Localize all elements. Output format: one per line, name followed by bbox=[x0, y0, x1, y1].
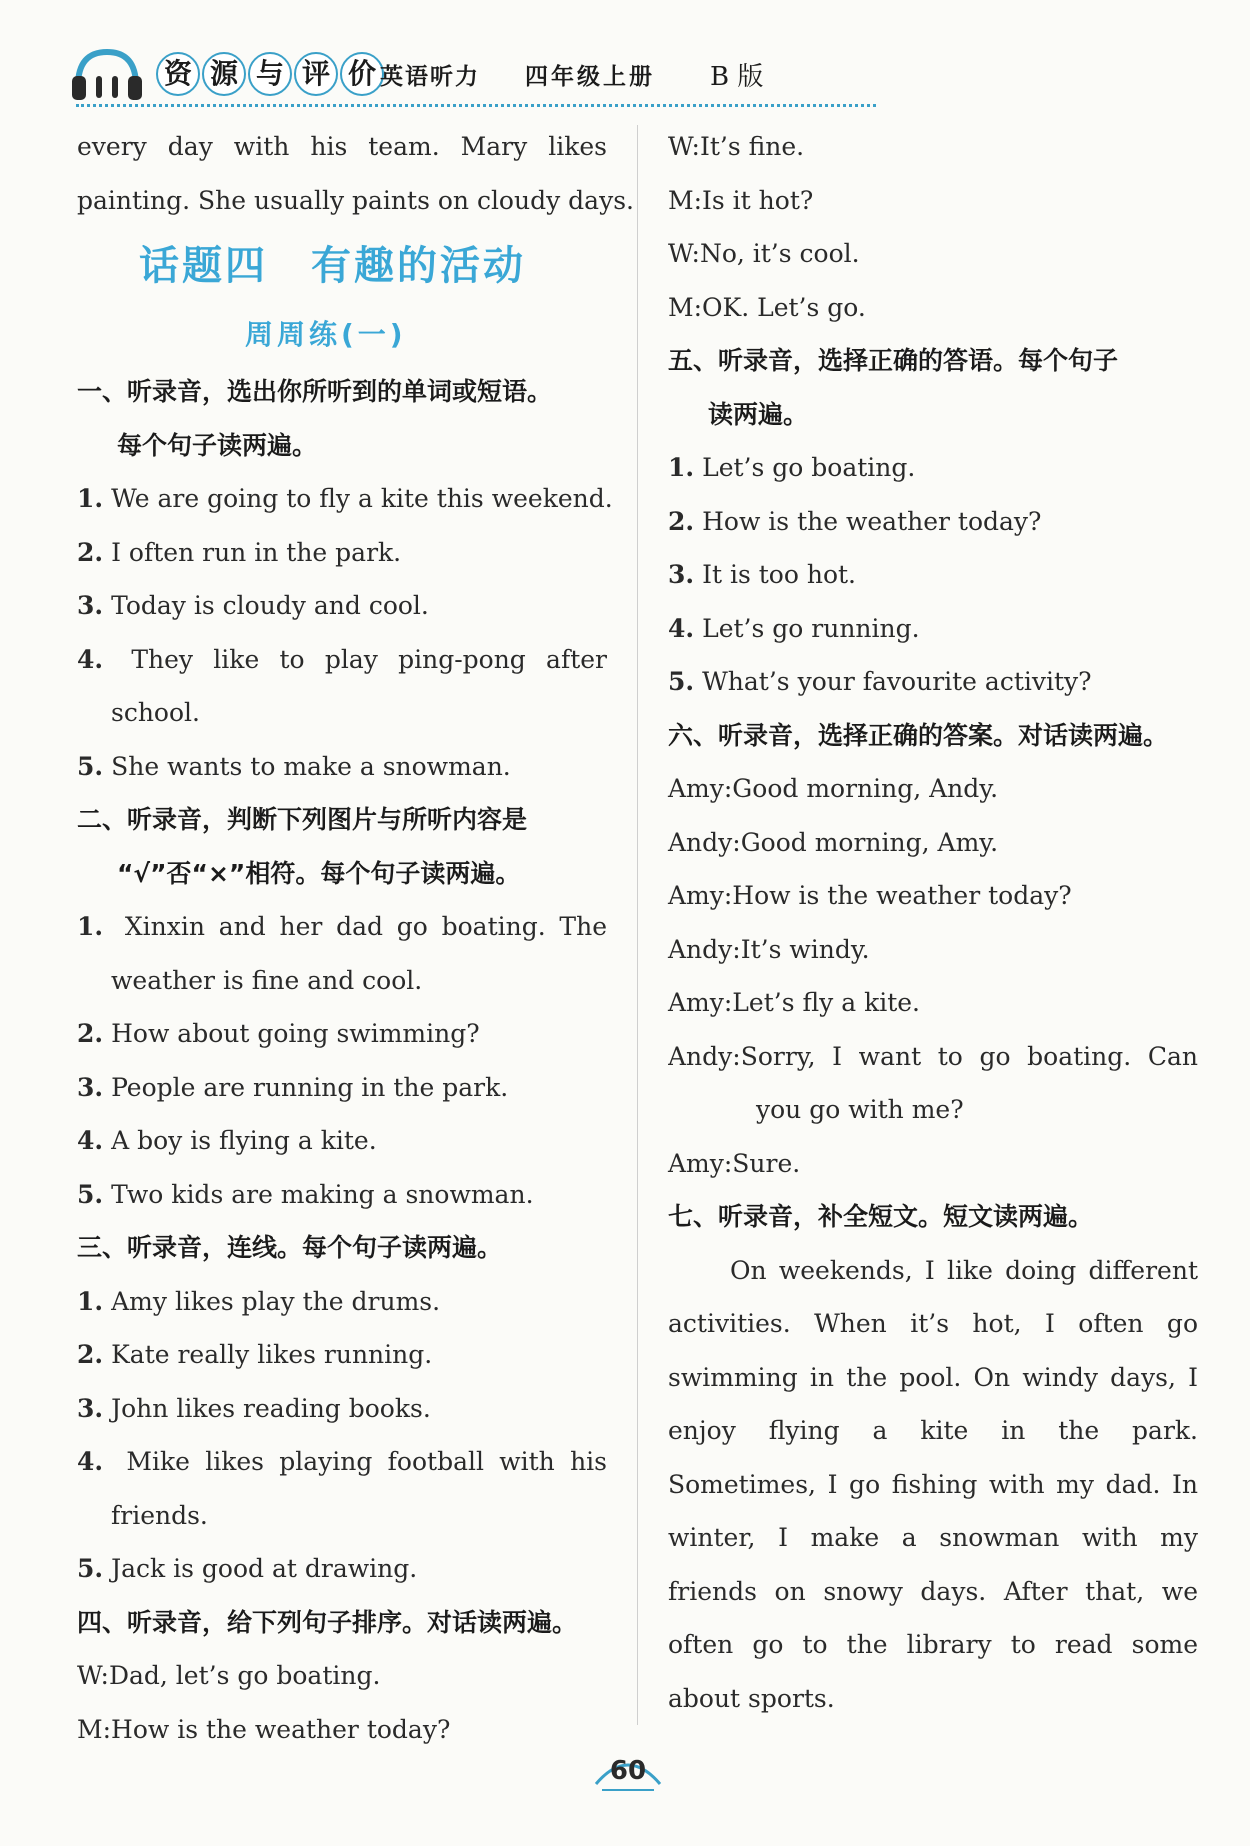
passage-line: On weekends, I like doing different bbox=[730, 1255, 1198, 1285]
item-text: Two kids are making a snowman. bbox=[111, 1179, 534, 1209]
list-item bbox=[77, 1114, 607, 1168]
dialogue-line: Amy:Let’s fly a kite. bbox=[668, 988, 921, 1017]
list-item bbox=[668, 548, 1198, 602]
list-item bbox=[77, 579, 607, 633]
item-text: People are running in the park. bbox=[111, 1072, 509, 1102]
passage-line: winter, I make a snowman with my bbox=[668, 1523, 1198, 1552]
list-item bbox=[77, 1007, 607, 1061]
list-item bbox=[77, 1435, 607, 1489]
item-text: How is the weather today? bbox=[702, 506, 1042, 536]
intro-line: every day with his team. Mary likes bbox=[77, 132, 607, 161]
page-number-text: 60 bbox=[609, 1756, 647, 1786]
item-text: Amy likes play the drums. bbox=[111, 1286, 441, 1316]
brand-char: 与 bbox=[248, 52, 292, 96]
dialogue-line: M:Is it hot? bbox=[668, 185, 814, 215]
grade-label: 四年级上册 bbox=[525, 64, 655, 90]
dialogue-line: W:No, it’s cool. bbox=[668, 239, 860, 268]
list-item bbox=[668, 495, 1198, 549]
passage-line: Sometimes, I go fishing with my dad. In bbox=[668, 1469, 1198, 1499]
passage-line: swimming in the pool. On windy days, I bbox=[668, 1362, 1198, 1392]
section-title-cont: “√”否“×”相符。每个句子读两遍。 bbox=[117, 858, 521, 888]
item-text-cont: friends. bbox=[111, 1500, 208, 1530]
item-text: I often run in the park. bbox=[111, 537, 402, 567]
dialogue-line: Andy:It’s windy. bbox=[668, 934, 870, 964]
item-text: Jack is good at drawing. bbox=[111, 1554, 418, 1583]
dialogue-line: W:Dad, let’s go boating. bbox=[77, 1661, 381, 1690]
list-item bbox=[77, 1275, 607, 1329]
brand-char: 评 bbox=[294, 52, 338, 96]
list-item bbox=[77, 1382, 607, 1436]
headphones-icon bbox=[70, 46, 144, 102]
item-text: Kate really likes running. bbox=[111, 1340, 433, 1369]
item-text: A boy is flying a kite. bbox=[111, 1126, 377, 1155]
dialogue-line-cont: you go with me? bbox=[756, 1095, 964, 1124]
list-item bbox=[77, 1328, 607, 1382]
brand-char: 资 bbox=[156, 52, 200, 96]
item-text: John likes reading books. bbox=[111, 1393, 431, 1423]
edition-label: B 版 bbox=[710, 62, 764, 92]
item-number: 3. bbox=[77, 1393, 104, 1423]
brand-char: 价 bbox=[340, 52, 384, 96]
list-item bbox=[77, 1061, 607, 1115]
item-number: 5. bbox=[77, 751, 104, 781]
subject-label: 英语听力 bbox=[380, 64, 480, 90]
left-column bbox=[77, 120, 634, 1756]
passage-line: activities. When it’s hot, I often go bbox=[668, 1309, 1198, 1338]
page-header bbox=[70, 46, 890, 106]
item-text-cont: weather is fine and cool. bbox=[111, 965, 423, 995]
list-item bbox=[77, 633, 607, 687]
page-number bbox=[588, 1750, 668, 1792]
list-item bbox=[668, 602, 1198, 656]
item-number: 3. bbox=[77, 591, 104, 620]
topic-heading: 话题四 有趣的活动 bbox=[139, 243, 526, 289]
section-title: 二、听录音，判断下列图片与所听内容是 bbox=[77, 805, 528, 834]
item-text: What’s your favourite activity? bbox=[702, 667, 1092, 696]
section-title-cont: 读两遍。 bbox=[708, 399, 809, 429]
dialogue-line: M:OK. Let’s go. bbox=[668, 292, 866, 322]
header-dotted-rule bbox=[76, 104, 876, 107]
list-item bbox=[77, 740, 607, 794]
right-column bbox=[668, 120, 1198, 1725]
intro-line: painting. She usually paints on cloudy days. bbox=[77, 185, 634, 215]
section-title: 六、听录音，选择正确的答案。对话读两遍。 bbox=[668, 720, 1169, 750]
dialogue-line: Andy:Sorry, I want to go boating. Can bbox=[668, 1041, 1198, 1071]
item-text-cont: school. bbox=[111, 698, 200, 727]
section-title: 四、听录音，给下列句子排序。对话读两遍。 bbox=[77, 1607, 578, 1637]
item-text: Let’s go running. bbox=[702, 613, 920, 643]
item-number: 4. bbox=[668, 613, 695, 643]
list-item bbox=[77, 1542, 607, 1596]
list-item bbox=[668, 441, 1198, 495]
passage-line: about sports. bbox=[668, 1683, 835, 1713]
item-number: 5. bbox=[77, 1554, 104, 1583]
item-text: We are going to fly a kite this weekend. bbox=[111, 484, 613, 513]
item-text: She wants to make a snowman. bbox=[111, 751, 511, 781]
item-number: 2. bbox=[77, 1019, 104, 1048]
item-number: 3. bbox=[77, 1072, 104, 1102]
column-divider bbox=[637, 125, 638, 1725]
list-item bbox=[77, 900, 607, 954]
passage-line: friends on snowy days. After that, we bbox=[668, 1576, 1198, 1606]
item-text: Xinxin and her dad go boating. The bbox=[124, 912, 607, 941]
item-number: 2. bbox=[668, 506, 695, 536]
item-number: 1. bbox=[77, 912, 104, 941]
item-text: They like to play ping-pong after bbox=[131, 644, 607, 674]
list-item bbox=[77, 472, 613, 526]
item-number: 5. bbox=[668, 667, 695, 696]
dialogue-line: Amy:Good morning, Andy. bbox=[668, 774, 999, 803]
week-heading: 周周练(一) bbox=[245, 318, 407, 351]
section-title: 一、听录音，选出你所听到的单词或短语。 bbox=[77, 377, 553, 406]
item-text: Today is cloudy and cool. bbox=[111, 591, 429, 620]
section-title-cont: 每个句子读两遍。 bbox=[117, 430, 318, 460]
list-item bbox=[77, 1168, 607, 1222]
list-item bbox=[77, 526, 607, 580]
item-text: How about going swimming? bbox=[111, 1019, 480, 1048]
dialogue-line: M:How is the weather today? bbox=[77, 1714, 451, 1744]
brand-title bbox=[156, 52, 386, 94]
item-number: 1. bbox=[668, 453, 695, 482]
item-number: 2. bbox=[77, 537, 104, 567]
section-title: 七、听录音，补全短文。短文读两遍。 bbox=[668, 1202, 1094, 1231]
section-title: 五、听录音，选择正确的答语。每个句子 bbox=[668, 346, 1119, 375]
item-text: Let’s go boating. bbox=[702, 453, 916, 482]
item-number: 4. bbox=[77, 1447, 104, 1476]
brand-char: 源 bbox=[202, 52, 246, 96]
list-item bbox=[668, 655, 1198, 709]
item-text: It is too hot. bbox=[702, 560, 856, 589]
item-text: Mike likes playing football with his bbox=[126, 1447, 607, 1476]
dialogue-line: Amy:How is the weather today? bbox=[668, 881, 1072, 910]
dialogue-line: Amy:Sure. bbox=[668, 1148, 801, 1178]
dialogue-line: Andy:Good morning, Amy. bbox=[668, 827, 999, 857]
item-number: 4. bbox=[77, 644, 104, 674]
item-number: 3. bbox=[668, 560, 695, 589]
passage-line: often go to the library to read some bbox=[668, 1630, 1198, 1659]
item-number: 5. bbox=[77, 1179, 104, 1209]
item-number: 1. bbox=[77, 1286, 104, 1316]
item-number: 4. bbox=[77, 1126, 104, 1155]
dialogue-line: W:It’s fine. bbox=[668, 132, 805, 161]
item-number: 2. bbox=[77, 1340, 104, 1369]
section-title: 三、听录音，连线。每个句子读两遍。 bbox=[77, 1233, 503, 1262]
passage-line: enjoy flying a kite in the park. bbox=[668, 1416, 1198, 1445]
item-number: 1. bbox=[77, 484, 104, 513]
